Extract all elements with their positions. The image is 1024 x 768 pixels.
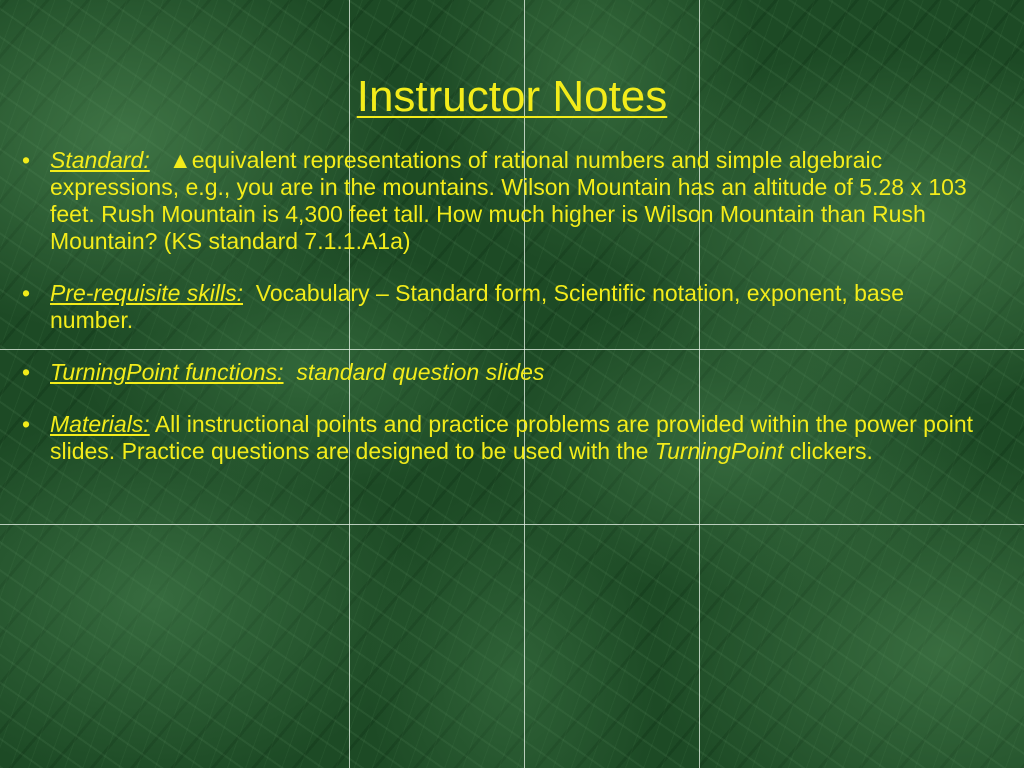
list-item-materials <box>22 411 987 465</box>
list-item-prereq <box>22 280 987 334</box>
bullet: • <box>22 280 31 306</box>
bullet: • <box>22 147 31 173</box>
triangle-icon: ▲ <box>168 147 192 173</box>
bullet-list <box>22 147 987 490</box>
turningpoint-text: standard question slides <box>296 359 545 385</box>
turningpoint-colon: : <box>277 359 284 385</box>
prereq-text: Vocabulary – Standard form, Scientific notation, exponent, base number. <box>50 280 905 333</box>
materials-label: Materials: <box>50 411 150 437</box>
standard-label: Standard: <box>50 147 150 173</box>
turningpoint-label: TurningPoint functions <box>50 359 278 385</box>
materials-text: All instructional points and practice problems are provided within the power point slides. Practice questions are designed to be used with the <box>50 411 974 464</box>
materials-text-end: clickers. <box>789 438 873 464</box>
turningpoint-word: TurningPoint <box>654 438 784 464</box>
prereq-label: Pre-requisite skills: <box>50 280 243 306</box>
list-item-standard <box>22 147 987 255</box>
list-item-turningpoint <box>22 359 987 386</box>
tile-divider <box>0 524 1024 525</box>
standard-text: equivalent representations of rational numbers and simple algebraic expressions, e.g., you are in the mountains. Wilson Mountain has an altitude of 5.28 x 103 feet. Rush Mountain is 4,300 feet tall. How much higher is Wilson Mountain than Rush Mountain? (KS standard 7.1.1.A1a) <box>50 147 967 254</box>
bullet: • <box>22 359 31 385</box>
bullet: • <box>22 411 31 437</box>
slide-title: Instructor Notes <box>356 72 668 121</box>
